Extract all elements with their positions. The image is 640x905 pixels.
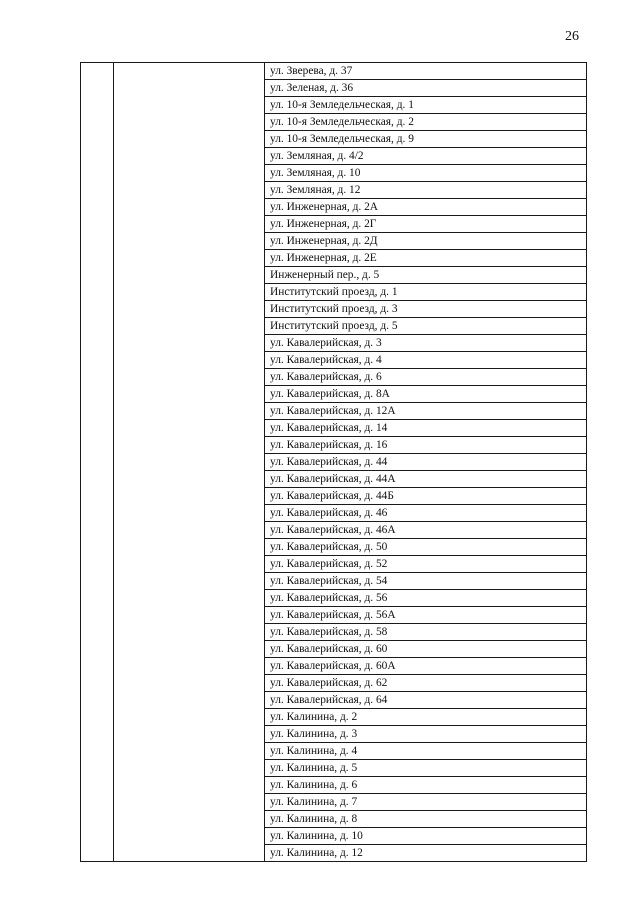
address-cell: ул. Кавалерийская, д. 50 [265, 539, 587, 556]
address-cell: ул. Инженерная, д. 2А [265, 199, 587, 216]
address-cell: ул. Земляная, д. 10 [265, 165, 587, 182]
address-table [80, 62, 587, 862]
address-cell: ул. Кавалерийская, д. 56А [265, 607, 587, 624]
address-cell: ул. Кавалерийская, д. 52 [265, 556, 587, 573]
table-row [81, 63, 587, 80]
address-cell: ул. Кавалерийская, д. 6 [265, 369, 587, 386]
district-cell [114, 63, 265, 862]
address-cell: Институтский проезд, д. 1 [265, 284, 587, 301]
address-cell: ул. Кавалерийская, д. 64 [265, 692, 587, 709]
address-cell: ул. Инженерная, д. 2Е [265, 250, 587, 267]
page-number: 26 [565, 29, 579, 44]
address-cell: ул. Калинина, д. 2 [265, 709, 587, 726]
address-cell: ул. Калинина, д. 3 [265, 726, 587, 743]
address-cell: ул. 10-я Земледельческая, д. 1 [265, 97, 587, 114]
address-cell: ул. 10-я Земледельческая, д. 2 [265, 114, 587, 131]
address-cell: ул. Кавалерийская, д. 60А [265, 658, 587, 675]
address-cell: ул. Кавалерийская, д. 56 [265, 590, 587, 607]
address-cell: ул. Калинина, д. 8 [265, 811, 587, 828]
address-cell: ул. Кавалерийская, д. 12А [265, 403, 587, 420]
address-cell: ул. Калинина, д. 5 [265, 760, 587, 777]
address-cell: ул. Кавалерийская, д. 8А [265, 386, 587, 403]
address-cell: ул. Кавалерийская, д. 44А [265, 471, 587, 488]
row-number-cell [81, 63, 114, 862]
address-cell: Институтский проезд, д. 5 [265, 318, 587, 335]
address-cell: ул. Кавалерийская, д. 3 [265, 335, 587, 352]
address-cell: ул. Кавалерийская, д. 58 [265, 624, 587, 641]
address-cell: Институтский проезд, д. 3 [265, 301, 587, 318]
address-cell: ул. Кавалерийская, д. 44 [265, 454, 587, 471]
address-cell: ул. Калинина, д. 6 [265, 777, 587, 794]
address-cell: ул. Кавалерийская, д. 14 [265, 420, 587, 437]
address-cell: ул. Кавалерийская, д. 16 [265, 437, 587, 454]
address-cell: ул. Земляная, д. 4/2 [265, 148, 587, 165]
address-cell: ул. Калинина, д. 4 [265, 743, 587, 760]
address-cell: ул. Зверева, д. 37 [265, 63, 587, 80]
address-cell: ул. Кавалерийская, д. 46 [265, 505, 587, 522]
address-cell: ул. Кавалерийская, д. 60 [265, 641, 587, 658]
address-cell: ул. Кавалерийская, д. 54 [265, 573, 587, 590]
address-cell: ул. Инженерная, д. 2Д [265, 233, 587, 250]
address-cell: ул. Кавалерийская, д. 62 [265, 675, 587, 692]
address-table-body [81, 63, 587, 862]
address-cell: ул. Земляная, д. 12 [265, 182, 587, 199]
address-cell: ул. Зеленая, д. 36 [265, 80, 587, 97]
address-cell: ул. Инженерная, д. 2Г [265, 216, 587, 233]
address-cell: ул. Калинина, д. 12 [265, 845, 587, 862]
address-cell: ул. Кавалерийская, д. 44Б [265, 488, 587, 505]
address-cell: ул. Кавалерийская, д. 46А [265, 522, 587, 539]
address-cell: ул. 10-я Земледельческая, д. 9 [265, 131, 587, 148]
address-cell: ул. Кавалерийская, д. 4 [265, 352, 587, 369]
address-cell: ул. Калинина, д. 7 [265, 794, 587, 811]
address-cell: ул. Калинина, д. 10 [265, 828, 587, 845]
address-cell: Инженерный пер., д. 5 [265, 267, 587, 284]
